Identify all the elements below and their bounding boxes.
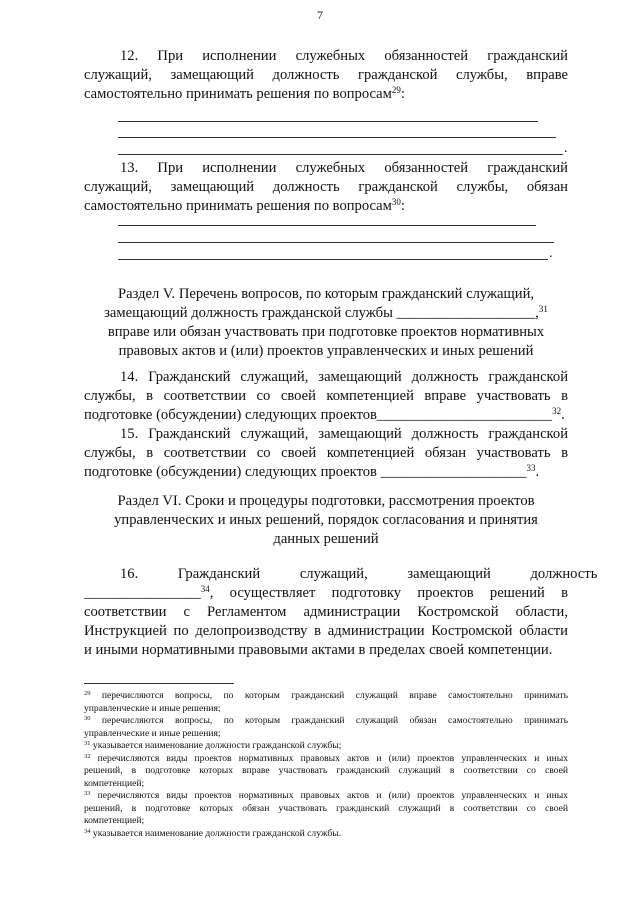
paragraph-16 bbox=[84, 565, 598, 660]
section-6-heading bbox=[84, 492, 568, 549]
footnote-ref-31: 31 bbox=[538, 304, 548, 314]
p14-line-2: службы, в соответствии со своей компетенцией вправе участвовать в bbox=[84, 388, 568, 404]
p16-line-3: соответствии с Регламентом администрации Костромской области, bbox=[84, 604, 568, 620]
footnote-separator bbox=[84, 683, 234, 684]
section-6-line-2: управленческих и иных решений, порядок согласования и принятия bbox=[114, 512, 538, 528]
footnote-ref-29: 29 bbox=[391, 85, 401, 95]
fill-line bbox=[118, 137, 556, 138]
paragraph-14 bbox=[84, 368, 568, 425]
section-5-line-4: правовых актов и (или) проектов управленческих и иных решений bbox=[118, 343, 534, 359]
p15-line-1: 15. Гражданский служащий, замещающий должность гражданской bbox=[120, 426, 568, 442]
paragraph-15 bbox=[84, 425, 568, 482]
footnote-33: $^{33}$ перечисляются виды проектов нормативных правовых актов и (или) проектов управленческих и иных решений, в подготовке которых обязан участвовать гражданский служащий в соответствии со своей компетенцией; bbox=[84, 790, 568, 826]
footnote-29: $^{29}$ перечисляются вопросы, по которым гражданский служащий вправе самостоятельно принимать управленческие и иные решения; bbox=[84, 690, 568, 714]
p13-line-2: служащий, замещающий должность гражданской службы, обязан bbox=[84, 179, 568, 195]
fill-line bbox=[118, 259, 548, 260]
fill-line-end-dot: . bbox=[564, 141, 568, 156]
p16-line-4: Инструкцией по делопроизводству в администрации Костромской области bbox=[84, 623, 568, 639]
footnote-ref-30: 30 bbox=[391, 197, 401, 207]
footnote-32: $^{32}$ перечисляются виды проектов нормативных правовых актов и (или) проектов управленческих и иных решений, в подготовке которых вправе участвовать гражданский служащий в соответствии со своей компетенцией; bbox=[84, 752, 568, 789]
p12-line-3: самостоятельно принимать решения по вопросам$^{29}$: bbox=[84, 85, 405, 102]
fill-line-end-dot: . bbox=[549, 246, 553, 261]
p15-line-2: службы, в соответствии со своей компетенцией обязан участвовать в bbox=[84, 445, 568, 461]
p14-line-1: 14. Гражданский служащий, замещающий должность гражданской bbox=[120, 369, 568, 385]
fill-line bbox=[118, 121, 538, 122]
footnotes bbox=[84, 690, 568, 840]
section-5-line-1: Раздел V. Перечень вопросов, по которым гражданский служащий, bbox=[117, 286, 535, 302]
p16-line-2: ________________$^{34}$, осуществляет подготовку проектов решений в bbox=[84, 584, 568, 601]
p13-line-3: самостоятельно принимать решения по вопросам$^{30}$: bbox=[84, 197, 405, 214]
section-6-line-3: данных решений bbox=[273, 531, 379, 547]
paragraph-12 bbox=[84, 47, 568, 104]
p13-line-1: 13. При исполнении служебных обязанностей гражданский bbox=[120, 160, 568, 176]
footnote-30: $^{30}$ перечисляются вопросы, по которым гражданский служащий обязан самостоятельно принимать управленческие и иные решения; bbox=[84, 715, 568, 739]
section-6-line-1: Раздел VI. Сроки и процедуры подготовки, рассмотрения проектов bbox=[117, 493, 535, 509]
p15-line-3: подготовке (обсуждении) следующих проектов ____________________$^{33}$. bbox=[84, 463, 540, 480]
fill-line bbox=[118, 154, 563, 155]
p14-line-3: подготовке (обсуждении) следующих проектов________________________$^{32}$. bbox=[84, 406, 565, 423]
p16-line-1: 16. Гражданский служащий, замещающий должность bbox=[120, 566, 598, 582]
fill-line bbox=[118, 242, 554, 243]
footnote-ref-33: 33 bbox=[526, 463, 536, 473]
page-number: 7 bbox=[317, 8, 323, 22]
p12-line-1: 12. При исполнении служебных обязанностей гражданский bbox=[120, 48, 568, 64]
footnote-ref-34: 34 bbox=[200, 584, 210, 594]
section-5-line-3: вправе или обязан участвовать при подготовке проектов нормативных bbox=[107, 324, 545, 340]
section-5-line-2: замещающий должность гражданской службы ___________________,$^{31}$ bbox=[104, 304, 548, 321]
footnote-34: $^{34}$ указывается наименование должности гражданской службы. bbox=[84, 827, 342, 839]
paragraph-13 bbox=[84, 159, 568, 216]
p12-line-2: служащий, замещающий должность гражданской службы, вправе bbox=[84, 67, 568, 83]
fill-line bbox=[118, 225, 536, 226]
footnote-31: $^{31}$ указывается наименование должности гражданской службы; bbox=[84, 740, 342, 751]
footnote-ref-32: 32 bbox=[552, 406, 562, 416]
p16-line-5: и иными нормативными правовыми актами в пределах своей компетенции. bbox=[84, 642, 553, 658]
section-5-heading bbox=[84, 285, 568, 361]
